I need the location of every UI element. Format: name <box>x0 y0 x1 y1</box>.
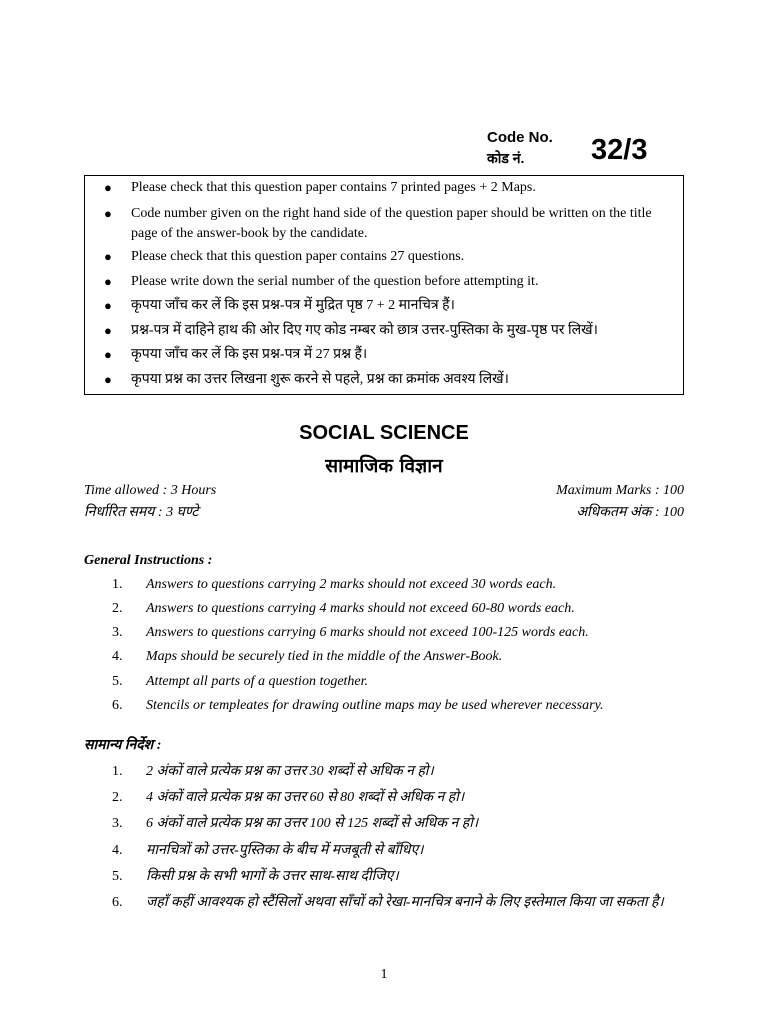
instruction-item <box>112 865 666 889</box>
code-number-label-hindi: कोड नं. <box>487 150 525 166</box>
subject-title: SOCIAL SCIENCE <box>299 422 469 444</box>
instruction-item <box>112 812 666 836</box>
notice-item-text: प्रश्न-पत्र में दाहिने हाथ की ओर दिए गए कोड नम्बर को छात्र उत्तर-पुस्तिका के मुख-पृष्ठ पर लिखें। <box>131 323 598 338</box>
notice-item-text: कृपया प्रश्न का उत्तर लिखना शुरू करने से पहले, प्रश्न का क्रमांक अवश्य लिखें। <box>131 372 509 387</box>
notice-item-text: कृपया जाँच कर लें कि इस प्रश्न-पत्र में 27 प्रश्न हैं। <box>131 347 368 362</box>
instruction-item <box>112 760 666 784</box>
time-allowed-hindi: निर्धारित समय : 3 घण्टे <box>84 505 199 520</box>
instruction-number: 1. <box>112 764 123 779</box>
bullet-icon: ● <box>104 347 112 362</box>
notice-item <box>104 178 671 198</box>
instruction-text: 4 अंकों वाले प्रत्येक प्रश्न का उत्तर 60 से 80 शब्दों से अधिक न हो। <box>146 790 465 805</box>
instruction-text: जहाँ कहीं आवश्यक हो स्टैंसिलों अथवा साँचों को रेखा-मानचित्र बनाने के लिए इस्तेमाल किया जा सकता है। <box>146 895 664 910</box>
bullet-icon: ● <box>104 206 112 221</box>
instruction-item <box>112 891 666 915</box>
hindi-instructions-heading: सामान्य निर्देश : <box>84 738 162 753</box>
instruction-number: 5. <box>112 674 123 689</box>
general-instructions-heading: General Instructions : <box>84 553 213 568</box>
instruction-text: 2 अंकों वाले प्रत्येक प्रश्न का उत्तर 30 शब्दों से अधिक न हो। <box>146 764 434 779</box>
notice-item-text: Please check that this question paper contains 7 printed pages + 2 Maps. <box>131 180 536 195</box>
instruction-number: 4. <box>112 649 123 664</box>
subject-title-hindi: सामाजिक विज्ञान <box>325 455 443 477</box>
notice-item <box>104 247 671 267</box>
instruction-item <box>112 573 666 597</box>
instruction-text: Maps should be securely tied in the middle of the Answer-Book. <box>146 649 503 664</box>
notice-item <box>104 272 671 292</box>
notice-item <box>104 370 671 390</box>
instruction-text: Stencils or templeates for drawing outline maps may be used wherever necessary. <box>146 698 604 713</box>
instruction-text: Answers to questions carrying 2 marks should not exceed 30 words each. <box>146 577 557 592</box>
bullet-icon: ● <box>104 323 112 338</box>
instruction-item <box>112 621 666 645</box>
notice-item-text: Code number given on the right hand side of the question paper should be written on the title page of the answer-book by the candidate. <box>131 206 652 241</box>
instruction-text: Answers to questions carrying 4 marks should not exceed 60-80 words each. <box>146 601 575 616</box>
instruction-text: Attempt all parts of a question together. <box>146 674 369 689</box>
instruction-number: 5. <box>112 869 123 884</box>
instruction-number: 3. <box>112 816 123 831</box>
bullet-icon: ● <box>104 180 112 195</box>
instruction-number: 4. <box>112 843 123 858</box>
bullet-icon: ● <box>104 372 112 387</box>
instruction-item <box>112 694 666 718</box>
instruction-text: किसी प्रश्न के सभी भागों के उत्तर साथ-साथ दीजिए। <box>146 869 399 884</box>
instruction-item <box>112 597 666 621</box>
instruction-number: 6. <box>112 698 123 713</box>
instruction-item <box>112 839 666 863</box>
maximum-marks-hindi: अधिकतम अंक : 100 <box>576 505 684 520</box>
bullet-icon: ● <box>104 298 112 313</box>
instruction-text: Answers to questions carrying 6 marks should not exceed 100-125 words each. <box>146 625 589 640</box>
notice-item <box>104 345 671 365</box>
bullet-icon: ● <box>104 274 112 289</box>
notice-item-text: Please write down the serial number of the question before attempting it. <box>131 274 539 289</box>
code-number-label: Code No. <box>487 129 553 146</box>
instruction-item <box>112 670 666 694</box>
instruction-text: मानचित्रों को उत्तर-पुस्तिका के बीच में मजबूती से बाँधिए। <box>146 843 424 858</box>
notice-item-text: कृपया जाँच कर लें कि इस प्रश्न-पत्र में मुद्रित पृष्ठ 7 + 2 मानचित्र हैं। <box>131 298 455 313</box>
notice-item <box>104 296 671 316</box>
maximum-marks: Maximum Marks : 100 <box>556 483 684 498</box>
notice-item-text: Please check that this question paper contains 27 questions. <box>131 249 465 264</box>
instruction-item <box>112 786 666 810</box>
instruction-number: 2. <box>112 601 123 616</box>
bullet-icon: ● <box>104 249 112 264</box>
instruction-number: 6. <box>112 895 123 910</box>
instruction-text: 6 अंकों वाले प्रत्येक प्रश्न का उत्तर 100 से 125 शब्दों से अधिक न हो। <box>146 816 479 831</box>
time-allowed: Time allowed : 3 Hours <box>84 483 217 498</box>
instruction-number: 3. <box>112 625 123 640</box>
code-number-value: 32/3 <box>591 134 648 166</box>
instruction-item <box>112 645 666 669</box>
instruction-number: 1. <box>112 577 123 592</box>
notice-item <box>104 321 671 341</box>
instruction-number: 2. <box>112 790 123 805</box>
page-number: 1 <box>380 967 388 982</box>
notice-item <box>104 204 671 244</box>
notice-box <box>84 175 684 395</box>
